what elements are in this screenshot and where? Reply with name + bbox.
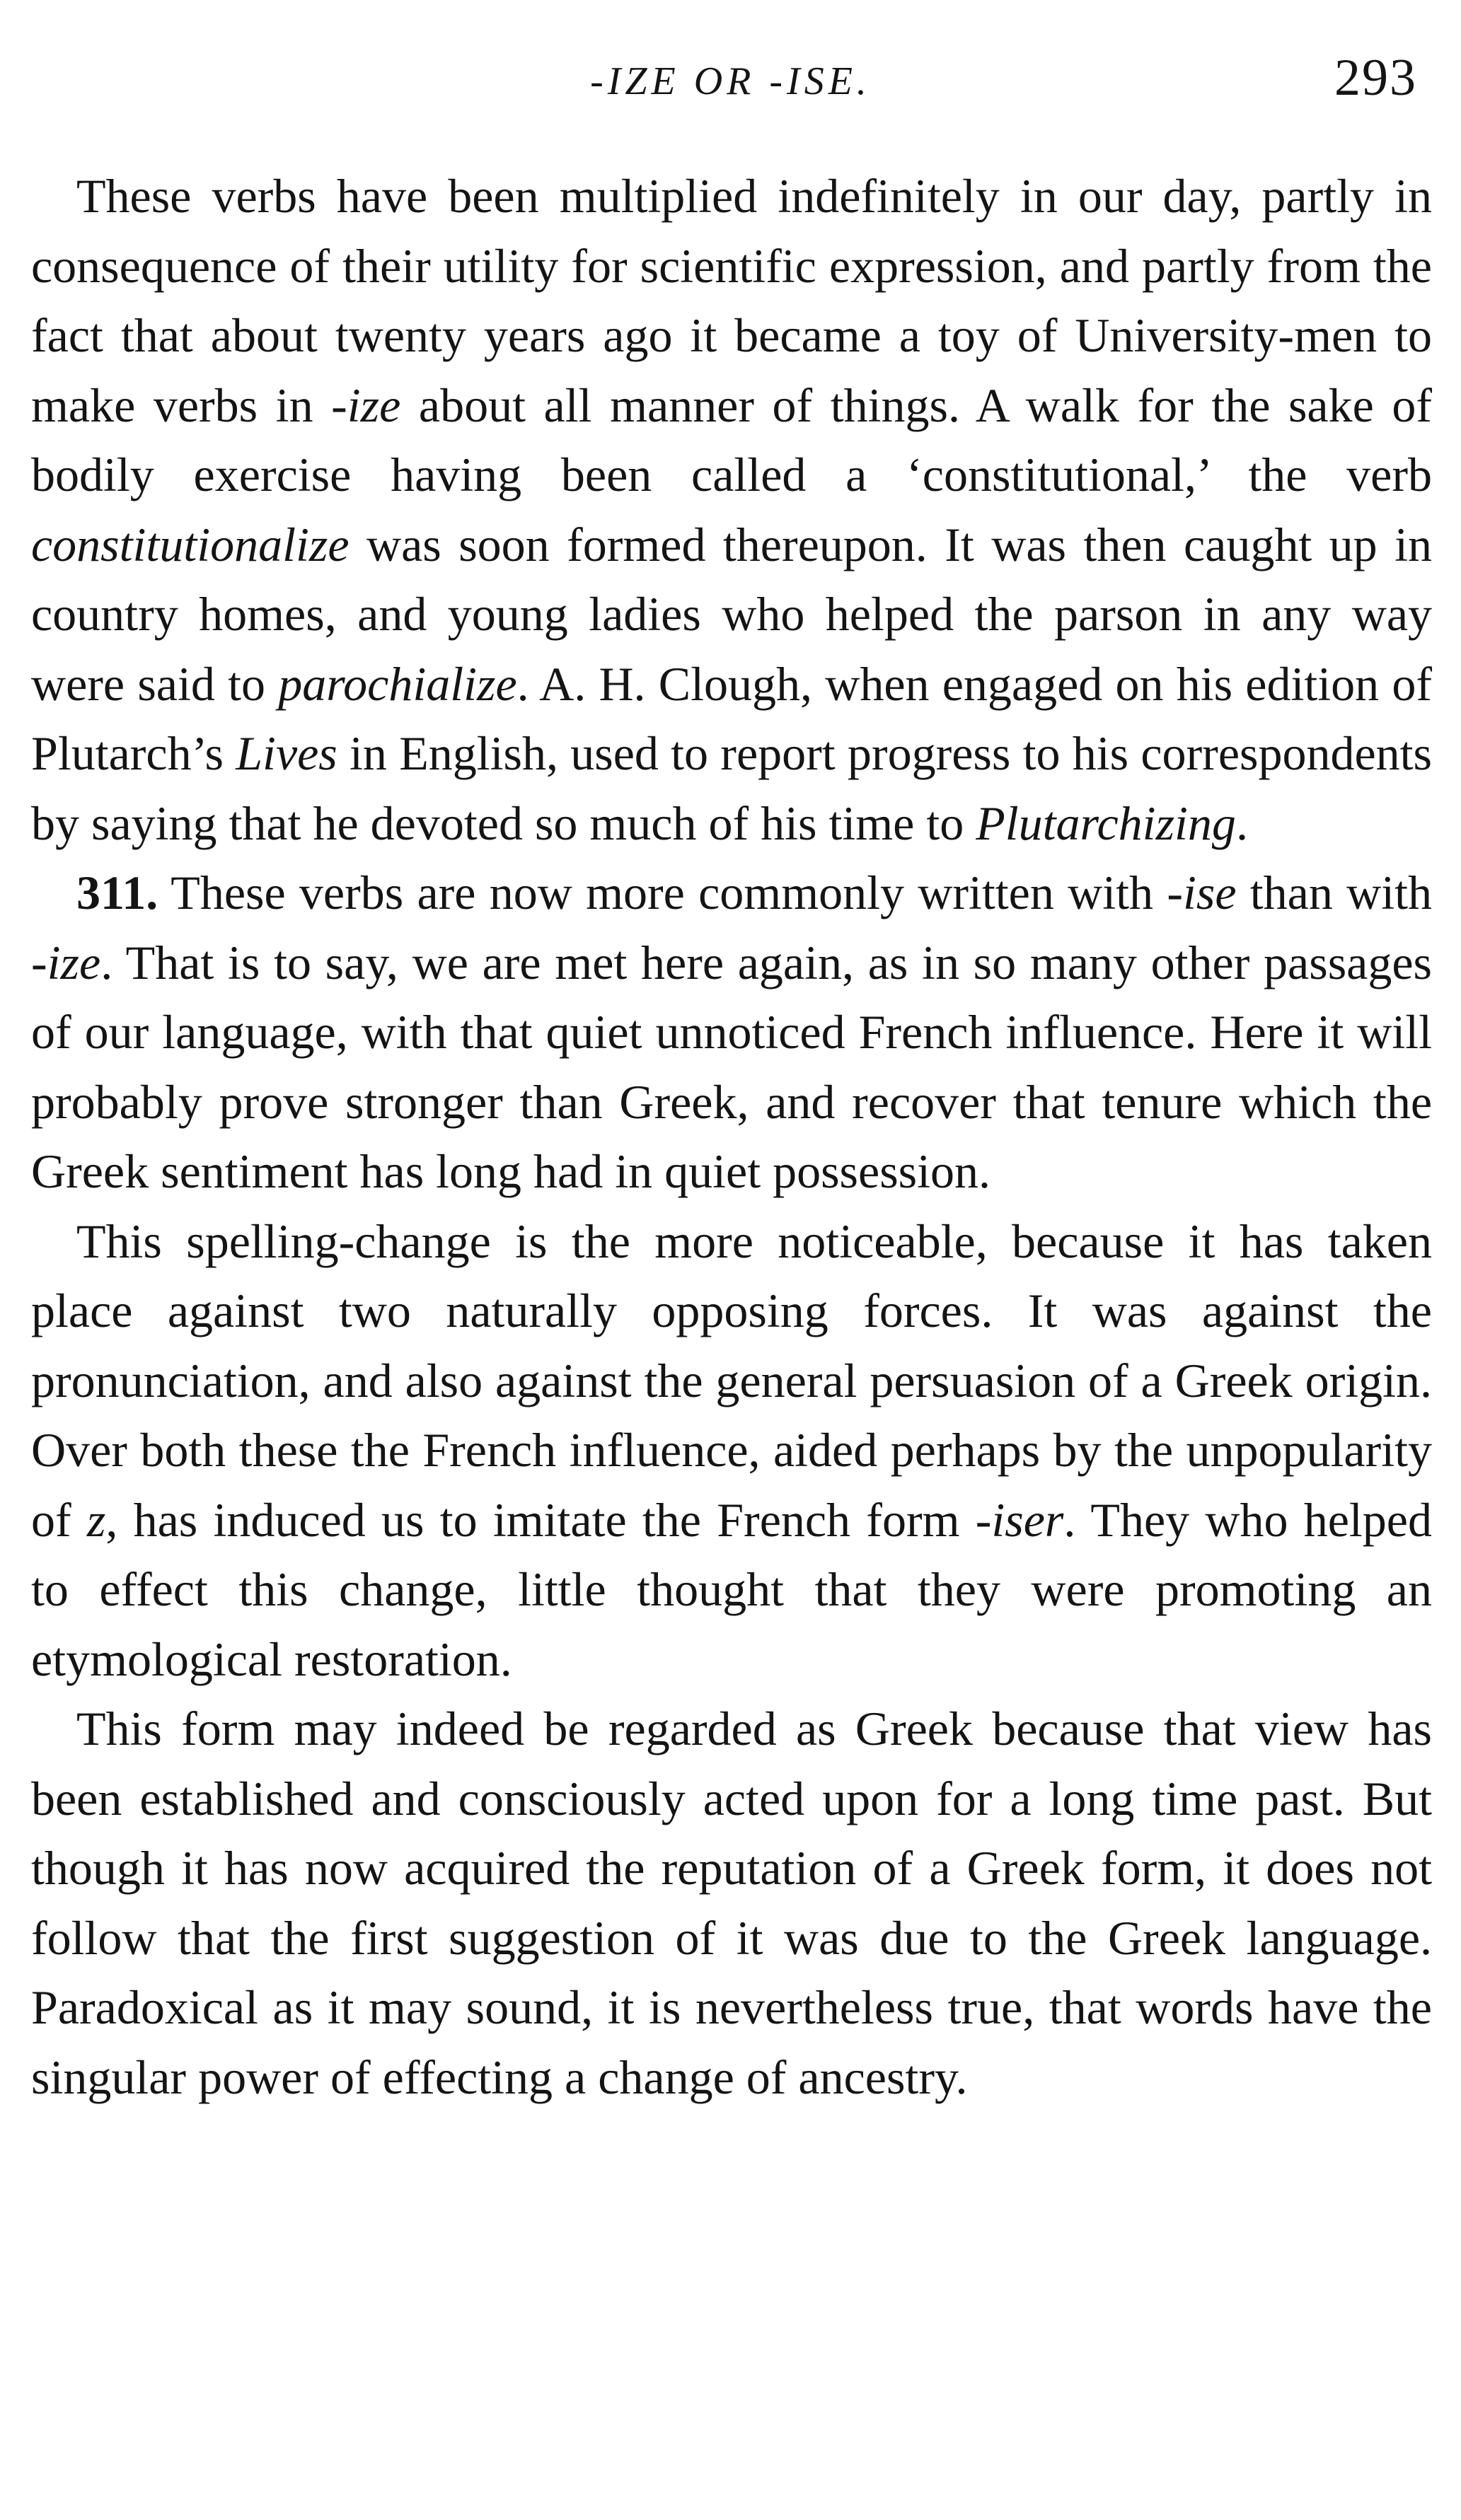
text-run: was soon formed thereupon. It was then caught up in country homes, and young ladies who helped the parson in any way were said to <box>31 517 1432 711</box>
text-run: This form may indeed be regarded as Greek because that view has been established and consciously acted upon for a long time past. But though it has now acquired the reputation of a Greek form, it does not follow that the first suggestion of it was due to the Greek language. Paradoxical as it may sound, it is nevertheless true, that words have the singular power of effecting a change of ancestry. <box>31 1702 1432 2104</box>
page-number: 293 <box>1334 49 1417 107</box>
text-run: . That is to say, we are met here again, as in so many other passages of our language, with that quiet unnoticed French influence. Here it will probably prove stronger than Greek, and recover that tenure which the Greek sentiment has long had in quiet possession. <box>31 935 1432 1198</box>
italic-term: parochialize <box>278 656 517 711</box>
running-title: -IZE OR -ISE. <box>590 59 871 103</box>
text-run: about all manner of things. A walk for the sake of bodily exercise having been called a ‘constitutional,’ the verb <box>31 378 1433 501</box>
italic-term: -ize <box>31 935 101 989</box>
italic-term: -iser <box>975 1492 1064 1547</box>
text-run: . A. H. Clough, when engaged on his edition of Plutarch’s <box>31 656 1433 780</box>
text-run: This spelling-change is the more noticeable, because it has taken place against two naturally opposing forces. It was against the pronunciation, and also against the general persuasion of a Greek origin. Over both these the French influence, aided perhaps by the unpopularity of <box>31 1214 1432 1547</box>
text-run: These verbs are now more commonly written with <box>158 866 1167 919</box>
italic-term: -ise <box>1167 866 1237 919</box>
paragraph-3 <box>31 1207 1432 1695</box>
text-run: These verbs have been multiplied indefinitely in our day, partly in consequence of their utility for scientific expression, and partly from the fact that about twenty years ago it became a toy of University-men to make verbs in <box>31 169 1432 432</box>
paragraph-1 <box>31 161 1432 858</box>
italic-term: -ize <box>331 378 401 432</box>
body-text <box>31 161 1432 2112</box>
italic-term: Plutarchizing <box>976 796 1236 850</box>
italic-term: z <box>86 1492 106 1547</box>
text-run: . <box>1235 796 1248 850</box>
paragraph-2 <box>31 858 1432 1207</box>
text-run: , has induced us to imitate the French form <box>105 1492 976 1547</box>
text-run: in English, used to report progress to his correspondents by saying that he devoted so much of his time to <box>31 726 1433 850</box>
italic-term: constitutionalize <box>31 517 350 571</box>
section-number: 311. <box>76 866 158 919</box>
text-run: . They who helped to effect this change, little thought that they were promoting an etymological restoration. <box>31 1492 1432 1686</box>
running-head <box>0 44 1461 122</box>
paragraph-4 <box>31 1694 1432 2112</box>
text-run: than with <box>1236 866 1433 919</box>
italic-title: Lives <box>236 726 337 780</box>
